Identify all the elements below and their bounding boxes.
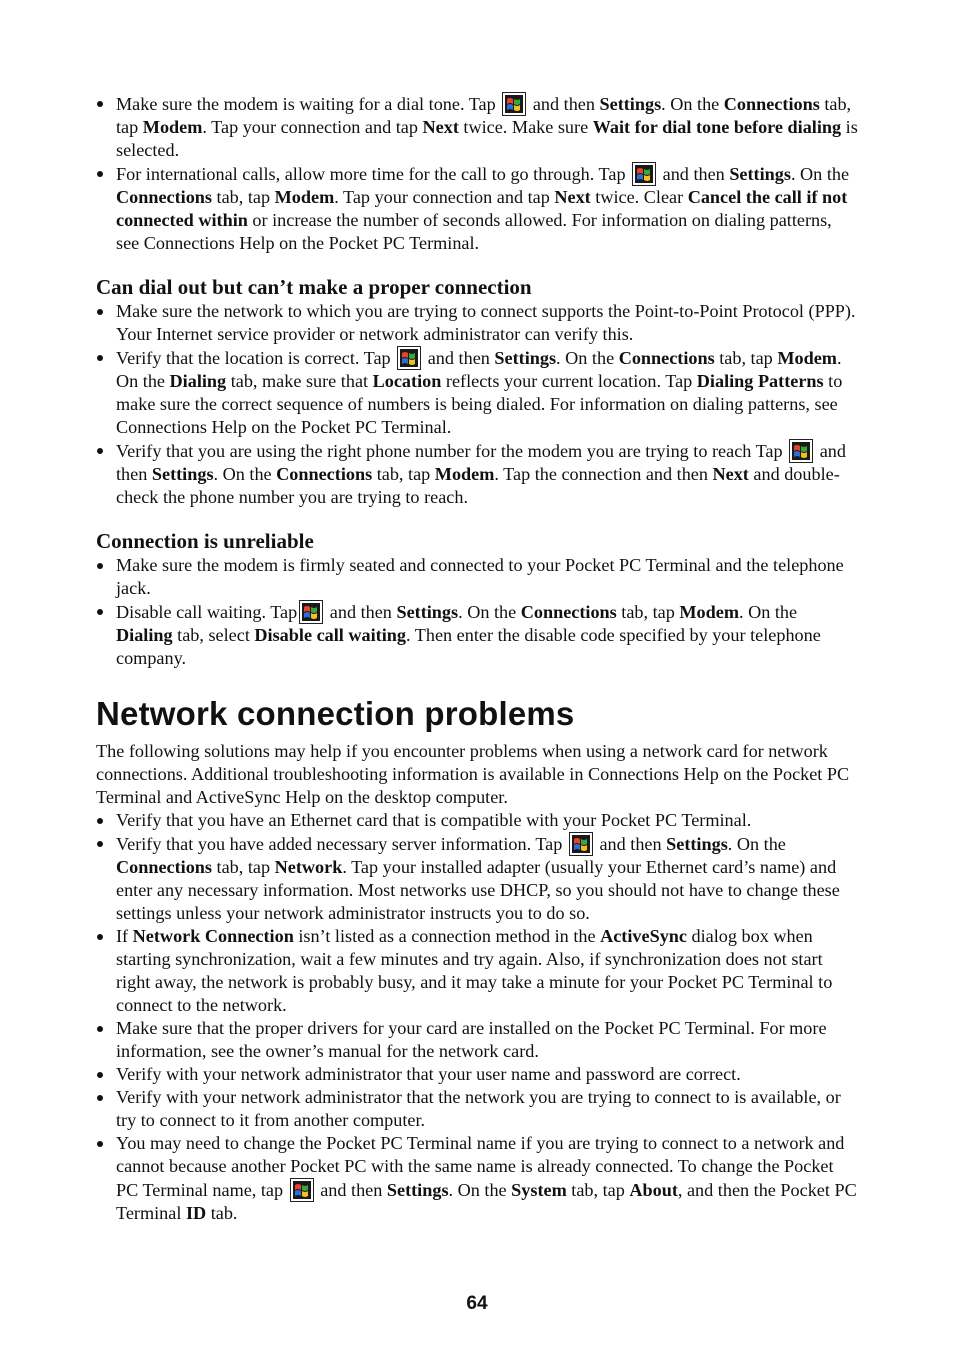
intro-paragraph: The following solutions may help if you encounter problems when using a network card for network connections. Additional troubleshooting information is available in Connections Help on the Pocket PC Terminal and ActiveSync Help on the desktop computer. xyxy=(96,741,850,807)
list-item: Verify that you are using the right phone number for the modem you are trying to reach Tap and then Settings. On the Connections tab, tap Modem. Tap the connection and then Next and double-check the phone number you are trying to reach. xyxy=(96,439,858,509)
list-item: Make sure the network to which you are trying to connect supports the Point-to-Point Protocol (PPP). Your Internet service provider or network administrator can verify this. xyxy=(96,300,858,346)
list-item: Verify that the location is correct. Tap and then Settings. On the Connections tab, tap Modem. On the Dialing tab, make sure that Location reflects your current location. Tap Dialing Patterns to make sure the correct sequence of numbers is being dialed. For information on dialing patterns, see Connections Help on the Pocket PC Terminal. xyxy=(96,346,858,439)
list-item: Disable call waiting. Tap and then Settings. On the Connections tab, tap Modem. On the Dialing tab, select Disable call waiting. Then enter the disable code specified by your telephone company. xyxy=(96,600,858,670)
network-list xyxy=(96,809,858,1225)
section-heading: Can dial out but can’t make a proper connection xyxy=(96,275,532,299)
list-item: Verify with your network administrator that the network you are trying to connect to is available, or try to connect to it from another computer. xyxy=(96,1086,858,1132)
list-item: For international calls, allow more time for the call to go through. Tap and then Settings. On the Connections tab, tap Modem. Tap your connection and tap Next twice. Clear Cancel the call if not connected within or increase the number of seconds allowed. For information on dialing patterns, see Connections Help on the Pocket PC Terminal. xyxy=(96,162,858,255)
page-title: Network connection problems xyxy=(96,695,575,732)
list-item: Make sure that the proper drivers for your card are installed on the Pocket PC Terminal. For more information, see the owner’s manual for the network card. xyxy=(96,1017,858,1063)
windows-start-icon xyxy=(502,92,526,116)
windows-start-icon xyxy=(299,600,323,624)
list-item: Make sure the modem is waiting for a dial tone. Tap and then Settings. On the Connections tab, tap Modem. Tap your connection and tap Next twice. Make sure Wait for dial tone before dialing is selected. xyxy=(96,92,858,162)
windows-start-icon xyxy=(397,346,421,370)
page-number: 64 xyxy=(466,1293,488,1314)
section-heading: Connection is unreliable xyxy=(96,529,314,553)
list-item: Verify with your network administrator that your user name and password are correct. xyxy=(96,1063,858,1086)
page-content xyxy=(96,92,858,1225)
list-item: You may need to change the Pocket PC Terminal name if you are trying to connect to a network and cannot because another Pocket PC with the same name is already connected. To change the Pocket PC Terminal name, tap and then Settings. On the System tab, tap About, and then the Pocket PC Terminal ID tab. xyxy=(96,1132,858,1225)
list-item: If Network Connection isn’t listed as a connection method in the ActiveSync dialog box when starting synchronization, wait a few minutes and try again. Also, if synchronization does not start right away, the network is probably busy, and it may take a minute for your Pocket PC Terminal to connect to the network. xyxy=(96,925,858,1017)
windows-start-icon xyxy=(290,1178,314,1202)
list-item: Verify that you have an Ethernet card that is compatible with your Pocket PC Terminal. xyxy=(96,809,858,832)
list-item: Verify that you have added necessary server information. Tap and then Settings. On the Connections tab, tap Network. Tap your installed adapter (usually your Ethernet card’s name) and enter any necessary information. Most networks use DHCP, so you should not have to change these settings unless your network administrator instructs you to do so. xyxy=(96,832,858,925)
list-item: Make sure the modem is firmly seated and connected to your Pocket PC Terminal and the telephone jack. xyxy=(96,554,858,600)
windows-start-icon xyxy=(632,162,656,186)
windows-start-icon xyxy=(789,439,813,463)
dial-out-list xyxy=(96,300,858,509)
dialtone-list xyxy=(96,92,858,255)
unreliable-list xyxy=(96,554,858,670)
windows-start-icon xyxy=(569,832,593,856)
